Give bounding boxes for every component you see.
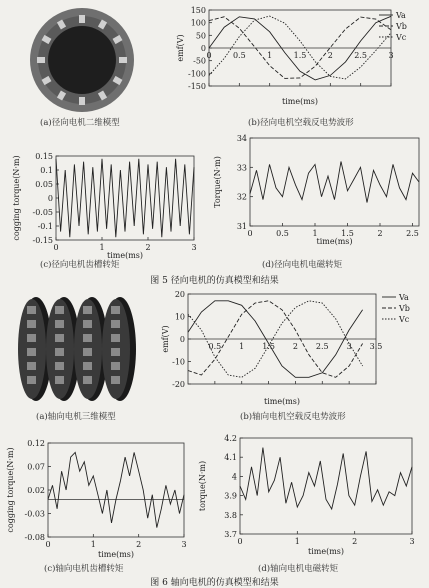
y-tick-label: 31 [236, 222, 247, 231]
x-tick-label: 3 [346, 342, 352, 351]
fig6c-cogging-chart [4, 435, 194, 559]
y-tick-label: -0.08 [24, 533, 45, 542]
x-tick-label: 0 [247, 229, 253, 238]
fig6a-axial-motor-model [8, 292, 158, 407]
stator-slot [79, 15, 85, 23]
series-line-0 [56, 159, 194, 237]
legend-label: Vc [396, 33, 407, 42]
x-tick-label: 1 [294, 537, 300, 546]
magnet-block [111, 348, 120, 356]
x-tick-label: 1 [312, 229, 318, 238]
fig6d-torque-chart [196, 430, 426, 558]
fig5a-radial-motor-model [28, 6, 136, 114]
fig6b-emf-chart [160, 288, 426, 412]
legend-label: Vc [399, 315, 410, 324]
plot-frame [240, 438, 412, 534]
y-tick-label: -0.05 [32, 208, 53, 217]
y-tick-label: 0.02 [27, 486, 45, 495]
y-axis-label: cogging torque(N·m) [12, 155, 21, 241]
y-tick-label: -0.03 [24, 509, 45, 519]
y-tick-label: 0 [200, 44, 206, 53]
legend-label: Va [399, 293, 409, 302]
plot-frame [250, 138, 419, 226]
y-tick-label: -10 [172, 357, 185, 367]
x-tick-label: 2 [352, 537, 358, 546]
y-tick-label: 3.8 [224, 510, 237, 520]
y-tick-label: 20 [174, 290, 185, 299]
x-tick-label: 3 [181, 540, 187, 549]
y-axis-label: cogging torque(N·m) [6, 447, 15, 533]
legend-label: Vb [399, 304, 410, 313]
axial-disks [18, 297, 136, 401]
y-tick-label: 3.9 [224, 491, 237, 501]
stator-slot [119, 57, 127, 63]
y-tick-label: -20 [172, 380, 185, 389]
magnet-block [111, 320, 120, 328]
fig5a-caption: (a)径向电机二维模型 [40, 118, 120, 128]
x-tick-label: 2.5 [354, 51, 368, 60]
series-line-0 [250, 162, 419, 203]
x-tick-label: 3 [409, 537, 415, 546]
x-tick-label: 2 [377, 229, 383, 238]
fig6a-caption: (a)轴向电机三维模型 [36, 412, 116, 422]
magnet-block [83, 348, 92, 356]
y-tick-label: 4 [231, 472, 237, 482]
fig5c-caption: (c)径向电机齿槽转矩 [40, 260, 120, 270]
magnet-block [83, 376, 92, 384]
x-tick-label: 2 [145, 243, 151, 252]
magnet-block [111, 306, 120, 314]
y-tick-label: 50 [195, 31, 206, 41]
magnet-block [27, 376, 36, 384]
x-tick-label: 3.5 [369, 342, 383, 351]
y-axis-label: emf(V) [176, 34, 185, 62]
x-tick-label: 0.5 [232, 51, 246, 60]
magnet-block [27, 306, 36, 314]
y-axis-label: Torque(N·m) [213, 156, 222, 208]
magnet-block [27, 334, 36, 342]
y-tick-label: 150 [190, 6, 206, 15]
magnet-block [55, 376, 64, 384]
y-tick-label: 0.15 [35, 152, 53, 161]
x-tick-label: 0.5 [208, 342, 222, 351]
y-tick-label: -0.1 [37, 222, 53, 231]
magnet-block [55, 348, 64, 356]
magnet-block [111, 362, 120, 370]
y-tick-label: -100 [188, 69, 206, 79]
x-tick-label: 0 [53, 243, 59, 252]
fig5d-torque-chart [210, 128, 425, 246]
x-tick-label: 2 [327, 51, 333, 60]
y-tick-label: 100 [190, 18, 206, 28]
x-tick-label: 1 [90, 540, 96, 549]
stator-slot [79, 97, 85, 105]
y-tick-label: 3.7 [224, 530, 237, 539]
magnet-block [111, 376, 120, 384]
magnet-block [83, 334, 92, 342]
fig5b-emf-chart [175, 4, 425, 112]
x-tick-label: 1 [239, 342, 245, 351]
y-tick-label: -150 [188, 82, 206, 91]
fig5d-caption: (d)径向电机电磁转矩 [262, 260, 343, 270]
y-tick-label: 0.05 [35, 180, 53, 189]
y-tick-label: 10 [174, 312, 185, 322]
x-tick-label: 2.5 [406, 229, 419, 238]
magnet-block [55, 334, 64, 342]
x-tick-label: 0 [206, 51, 212, 60]
y-axis-label: emf(V) [161, 325, 170, 353]
x-tick-label: 3 [388, 51, 394, 60]
series-line-0 [240, 448, 412, 509]
x-tick-label: 2 [136, 540, 142, 549]
fig6c-caption: (c)轴向电机齿槽转矩 [44, 564, 124, 574]
x-tick-label: 0 [237, 537, 243, 546]
y-tick-label: 32 [236, 192, 247, 202]
fig5c-cogging-chart [10, 152, 200, 260]
x-axis-label: time(ms) [263, 397, 301, 406]
x-tick-label: 1 [267, 51, 273, 60]
fig5b-caption: (b)径向电机空载反电势波形 [248, 118, 354, 128]
magnet-block [111, 334, 120, 342]
y-tick-label: 4.2 [224, 434, 237, 443]
x-axis-label: time(ms) [281, 97, 319, 106]
y-tick-label: 0.12 [27, 439, 45, 448]
y-tick-label: 0.1 [40, 166, 53, 175]
magnet-block [83, 320, 92, 328]
x-tick-label: 1.5 [341, 229, 354, 238]
x-axis-label: time(ms) [316, 237, 353, 246]
y-axis-label: torque(N·m) [198, 460, 207, 512]
y-tick-label: 0.07 [27, 462, 45, 472]
magnet-block [83, 362, 92, 370]
x-tick-label: 0 [45, 540, 51, 549]
y-tick-label: 0 [179, 335, 185, 344]
y-tick-label: 33 [236, 163, 247, 173]
series-line-0 [48, 452, 184, 527]
x-tick-label: 1.5 [262, 342, 275, 351]
x-axis-label: time(ms) [97, 550, 135, 559]
y-tick-label: 34 [236, 134, 247, 143]
x-tick-label: 1.5 [293, 51, 307, 60]
y-tick-label: 4.1 [224, 453, 237, 463]
plot-frame [48, 443, 184, 537]
y-tick-label: -0.15 [32, 236, 53, 245]
x-axis-label: time(ms) [307, 547, 345, 556]
x-tick-label: 0.5 [276, 229, 289, 238]
magnet-block [27, 362, 36, 370]
fig6b-caption: (b)轴向电机空载反电势波形 [240, 412, 346, 422]
magnet-block [55, 320, 64, 328]
legend-label: Vb [396, 22, 407, 31]
x-tick-label: 2.5 [315, 342, 329, 351]
x-axis-label: time(ms) [106, 251, 144, 260]
x-tick-label: 1 [99, 243, 105, 252]
fig6-caption: 图 6 轴向电机的仿真模型和结果 [150, 578, 279, 588]
magnet-block [55, 362, 64, 370]
x-tick-label: 3 [191, 243, 197, 252]
legend-label: Va [396, 11, 406, 20]
y-tick-label: -50 [193, 56, 206, 66]
stator-slot [37, 57, 45, 63]
magnet-block [27, 348, 36, 356]
fig6d-caption: (d)轴向电机电磁转矩 [258, 564, 339, 574]
magnet-block [55, 306, 64, 314]
y-tick-label: 0 [47, 194, 53, 203]
magnet-block [27, 320, 36, 328]
rotor-core [48, 26, 116, 94]
magnet-block [83, 306, 92, 314]
x-tick-label: 2 [292, 342, 298, 351]
fig5-caption: 图 5 径向电机的仿真模型和结果 [150, 276, 279, 286]
